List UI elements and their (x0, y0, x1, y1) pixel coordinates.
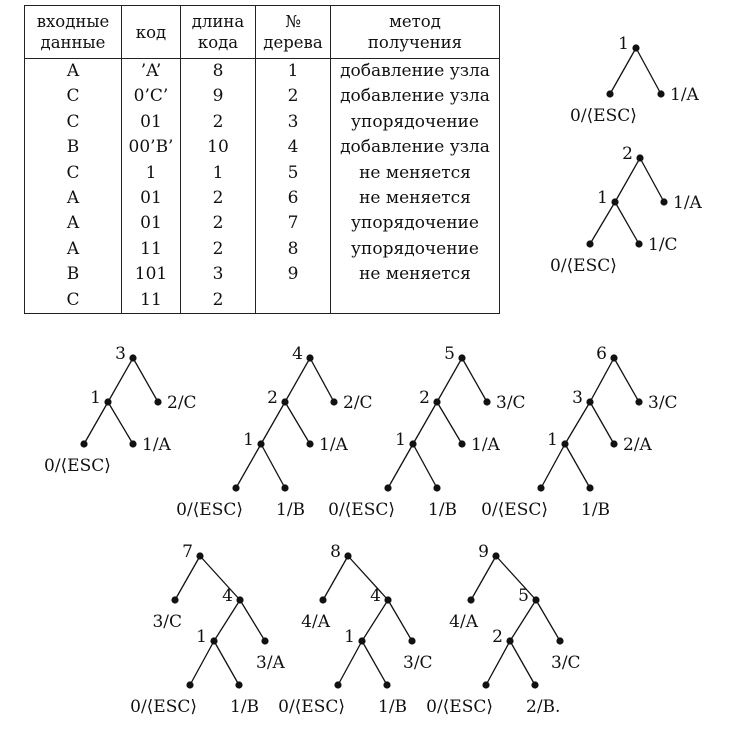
tree-node-label: 1/B (230, 697, 260, 717)
tree-node (154, 398, 161, 405)
tree-node (483, 398, 490, 405)
tree-node (129, 440, 136, 447)
tree-node (635, 240, 642, 247)
tree-edge (285, 358, 310, 402)
table-cell: C (25, 84, 122, 109)
tree-node-label: 1/A (471, 435, 500, 455)
tree-node (482, 681, 489, 688)
tree-edge (510, 600, 536, 641)
table-cell: не меняется (331, 186, 500, 211)
table-cell: 3 (181, 262, 256, 287)
tree-node (232, 484, 239, 491)
tree-node (657, 90, 664, 97)
table-cell: C (25, 110, 122, 135)
table-cell: не меняется (331, 262, 500, 287)
table-cell: 1 (122, 161, 181, 186)
tree-edge (214, 600, 240, 641)
table-cell: C (25, 288, 122, 314)
tree-edge (496, 556, 536, 600)
tree-node-label: 1/A (319, 435, 348, 455)
tree-edge (462, 358, 487, 402)
header-tree-line2: дерева (263, 33, 323, 52)
tree-node (281, 484, 288, 491)
tree-node (171, 596, 178, 603)
tree-node-label: 7 (182, 542, 193, 562)
tree-node-label: 8 (330, 542, 341, 562)
tree-node-label: 2/C (343, 393, 373, 413)
tree-node (586, 240, 593, 247)
tree-node (611, 198, 618, 205)
tree-node-label: 3/A (256, 653, 285, 673)
tree-edge (413, 402, 437, 444)
tree-node-label: 0/⟨ESC⟩ (550, 256, 617, 276)
tree-edge (310, 358, 334, 402)
tree-node (610, 440, 617, 447)
tree-node (531, 681, 538, 688)
tree-node-label: 1/A (670, 85, 699, 105)
tree-edge (175, 556, 200, 600)
tree-node (492, 552, 499, 559)
table-cell: 9 (181, 84, 256, 109)
tree-node (636, 154, 643, 161)
tree-edge (437, 358, 462, 402)
table-cell: добавление узла (331, 84, 500, 109)
tree-node (384, 596, 391, 603)
table-cell: 11 (122, 237, 181, 262)
tree-node-label: 6 (596, 344, 607, 364)
tree-edge (261, 444, 285, 488)
table-cell: 6 (256, 186, 331, 211)
tree-1 (570, 34, 700, 126)
table-cell: 8 (181, 59, 256, 85)
tree-node (586, 484, 593, 491)
tree-node-label: 1/B (428, 500, 458, 520)
tree-edge (108, 402, 133, 444)
tree-node-label: 0/⟨ESC⟩ (426, 697, 493, 717)
tree-node-label: 1/B (378, 697, 408, 717)
table-cell: 9 (256, 262, 331, 287)
table-cell: A (25, 211, 122, 236)
tree-edge (285, 402, 310, 444)
tree-node-label: 2/A (623, 435, 652, 455)
tree-node (236, 596, 243, 603)
tree-node-label: 1 (547, 430, 558, 450)
tree-node-label: 1 (597, 188, 608, 208)
tree-node-label: 0/⟨ESC⟩ (328, 500, 395, 520)
tree-edge (565, 402, 590, 444)
table-cell: 0’C’ (122, 84, 181, 109)
tree-node (210, 637, 217, 644)
tree-2 (550, 144, 703, 276)
table-cell: B (25, 135, 122, 160)
tree-edge (323, 556, 348, 600)
tree-node-label: 1/C (648, 235, 678, 255)
header-input-line1: входные (36, 12, 110, 31)
tree-9 (426, 542, 580, 717)
tree-node-label: 5 (444, 344, 455, 364)
tree-node (632, 44, 639, 51)
tree-node (196, 552, 203, 559)
table-cell: 4 (256, 135, 331, 160)
tree-node-label: 0/⟨ESC⟩ (278, 697, 345, 717)
tree-node (610, 354, 617, 361)
tree-node-label: 2/B. (526, 697, 561, 717)
tree-node (281, 398, 288, 405)
tree-node-label: 0/⟨ESC⟩ (570, 106, 637, 126)
tree-node-label: 1 (395, 430, 406, 450)
tree-node-label: 1 (243, 430, 254, 450)
tree-node (433, 484, 440, 491)
table-cell: упорядочение (331, 110, 500, 135)
tree-edge (471, 556, 496, 600)
table-cell: 01 (122, 110, 181, 135)
table-cell: упорядочение (331, 237, 500, 262)
table-cell: 2 (181, 288, 256, 314)
tree-node (433, 398, 440, 405)
tree-5 (328, 344, 525, 520)
tree-edge (133, 358, 158, 402)
tree-node (586, 398, 593, 405)
table-cell: 2 (181, 110, 256, 135)
tree-node (235, 681, 242, 688)
table-cell: A (25, 237, 122, 262)
tree-edge (214, 641, 239, 685)
tree-edge (190, 641, 214, 685)
table-cell: 3 (256, 110, 331, 135)
tree-node-label: 1 (618, 34, 629, 54)
tree-edge (536, 600, 560, 641)
tree-node-label: 3 (115, 344, 126, 364)
tree-node (186, 681, 193, 688)
table-cell: 1 (181, 161, 256, 186)
header-tree-line1: № (285, 12, 301, 31)
tree-edge (84, 402, 108, 444)
tree-edge (338, 641, 362, 685)
tree-edge (541, 444, 565, 488)
tree-node-label: 3/C (551, 653, 581, 673)
tree-7 (130, 542, 285, 717)
tree-node (556, 637, 563, 644)
tree-edge (236, 444, 261, 488)
tree-node-label: 2 (419, 388, 430, 408)
tree-edge (388, 600, 412, 641)
table-cell: добавление узла (331, 59, 500, 85)
tree-edge (437, 402, 462, 444)
table-cell: C (25, 161, 122, 186)
tree-node (532, 596, 539, 603)
table-cell: 1 (256, 59, 331, 85)
tree-edge (362, 641, 387, 685)
tree-node-label: 1 (196, 627, 207, 647)
tree-edge (590, 358, 614, 402)
tree-node-label: 2 (267, 388, 278, 408)
tree-node (306, 354, 313, 361)
tree-edge (565, 444, 590, 488)
tree-node (358, 637, 365, 644)
table-cell: 2 (181, 186, 256, 211)
tree-edge (590, 402, 614, 444)
tree-node-label: 0/⟨ESC⟩ (130, 697, 197, 717)
tree-node-label: 0/⟨ESC⟩ (481, 500, 548, 520)
tree-node (506, 637, 513, 644)
tree-edge (510, 641, 535, 685)
table-cell: 2 (181, 237, 256, 262)
table-cell: 8 (256, 237, 331, 262)
tree-node (104, 398, 111, 405)
table-cell: 2 (256, 84, 331, 109)
tree-node-label: 2 (622, 144, 633, 164)
tree-node-label: 3/C (496, 393, 526, 413)
table-cell: 7 (256, 211, 331, 236)
tree-node-label: 1/A (673, 193, 702, 213)
tree-node (458, 440, 465, 447)
tree-node-label: 1/B (276, 500, 306, 520)
table-cell: упорядочение (331, 211, 500, 236)
tree-edge (348, 556, 388, 600)
tree-4 (176, 344, 372, 520)
tree-node (408, 637, 415, 644)
tree-edge (240, 600, 265, 641)
tree-edge (615, 158, 640, 202)
tree-node (257, 440, 264, 447)
tree-node (467, 596, 474, 603)
tree-edge (614, 358, 639, 402)
tree-node-label: 3/C (152, 612, 182, 632)
tree-edge (590, 202, 615, 244)
table-cell: 00’B’ (122, 135, 181, 160)
table-cell: 101 (122, 262, 181, 287)
header-method-line2: получения (367, 33, 463, 52)
tree-node (261, 637, 268, 644)
tree-node-label: 1 (344, 627, 355, 647)
tree-node-label: 1/B (581, 500, 611, 520)
tree-node (383, 681, 390, 688)
tree-edge (636, 48, 661, 94)
tree-edge (610, 48, 636, 94)
table-cell: A (25, 186, 122, 211)
header-input-line2: данные (40, 33, 106, 52)
tree-edge (486, 641, 510, 685)
header-method-line1: метод (389, 12, 441, 31)
table-cell: 2 (181, 211, 256, 236)
tree-node (306, 440, 313, 447)
tree-edge (640, 158, 664, 202)
tree-node-label: 3/C (403, 653, 433, 673)
tree-node-label: 9 (478, 542, 489, 562)
tree-node (561, 440, 568, 447)
tree-node-label: 1/A (142, 435, 171, 455)
table-cell: добавление узла (331, 135, 500, 160)
tree-node-label: 4 (292, 344, 303, 364)
tree-node (344, 552, 351, 559)
table-cell: ’A’ (122, 59, 181, 85)
header-length-line1: длина (191, 12, 245, 31)
tree-edge (413, 444, 437, 488)
tree-edge (362, 600, 388, 641)
table-cell: 10 (181, 135, 256, 160)
table-cell: 01 (122, 186, 181, 211)
tree-node-label: 2 (492, 627, 503, 647)
tree-node (384, 484, 391, 491)
tree-6 (481, 344, 677, 520)
header-code-line1: код (135, 22, 167, 42)
tree-node (330, 398, 337, 405)
tree-edge (261, 402, 285, 444)
tree-node-label: 0/⟨ESC⟩ (176, 500, 243, 520)
tree-node (409, 440, 416, 447)
table-cell: не меняется (331, 161, 500, 186)
tree-node (606, 90, 613, 97)
tree-node (635, 398, 642, 405)
table-cell: A (25, 59, 122, 85)
tree-edge (200, 556, 240, 600)
tree-node (319, 596, 326, 603)
tree-node (334, 681, 341, 688)
tree-edge (108, 358, 133, 402)
tree-node (80, 440, 87, 447)
tree-node (129, 354, 136, 361)
tree-node-label: 4/A (449, 612, 478, 632)
tree-edge (615, 202, 639, 244)
table-cell: 11 (122, 288, 181, 314)
table-cell: B (25, 262, 122, 287)
tree-3 (44, 344, 197, 476)
table-cell: 01 (122, 211, 181, 236)
tree-node (537, 484, 544, 491)
tree-node-label: 5 (518, 586, 529, 606)
tree-8 (278, 542, 432, 717)
tree-node-label: 1 (90, 388, 101, 408)
tree-node-label: 4 (370, 586, 381, 606)
tree-node (660, 198, 667, 205)
tree-node-label: 2/C (167, 393, 197, 413)
tree-node-label: 4/A (301, 612, 330, 632)
tree-edge (388, 444, 413, 488)
tree-node-label: 4 (222, 586, 233, 606)
tree-node-label: 3/C (648, 393, 678, 413)
tree-node-label: 3 (572, 388, 583, 408)
tree-node-label: 0/⟨ESC⟩ (44, 456, 111, 476)
table-cell: 5 (256, 161, 331, 186)
tree-node (458, 354, 465, 361)
header-length-line2: кода (197, 33, 239, 52)
